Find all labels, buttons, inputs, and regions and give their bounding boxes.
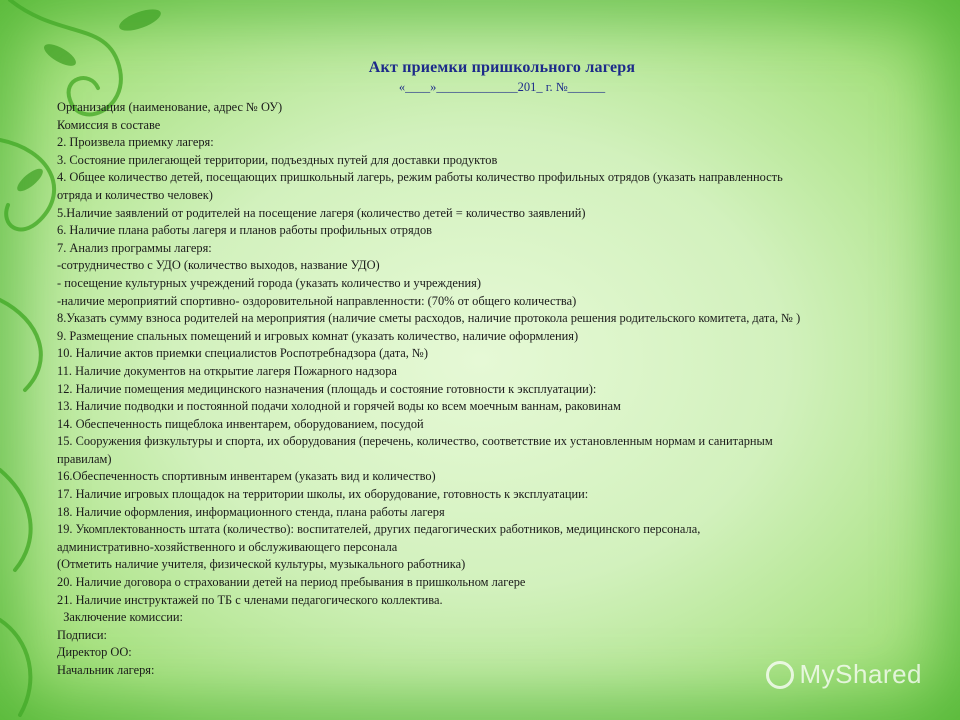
line-item-7-sport: -наличие мероприятий спортивно- оздоровительной направленности: (70% от общего количества) <box>57 293 577 308</box>
line-item-4-cont: отряда и количество человек) <box>57 187 213 202</box>
line-organization: Организация (наименование, адрес № ОУ) <box>57 100 283 114</box>
line-item-18: 18. Наличие оформления, информационного стенда, плана работы лагеря <box>57 504 445 519</box>
line-item-11: 11. Наличие документов на открытие лагеря Пожарного надзора <box>57 363 397 378</box>
date-number-line: «____»_____________201_ г. №______ <box>398 80 606 94</box>
line-item-4: 4. Общее количество детей, посещающих пришкольный лагерь, режим работы количество профильных отрядов (указать направленность <box>57 170 783 185</box>
line-item-5: 5.Наличие заявлений от родителей на посещение лагеря (количество детей = количество заявлений) <box>57 205 586 220</box>
line-item-7-culture: - посещение культурных учреждений города (указать количество и учреждения) <box>57 275 481 290</box>
line-item-19-note: (Отметить наличие учителя, физической культуры, музыкального работника) <box>57 557 466 572</box>
line-director: Директор ОО: <box>57 645 132 660</box>
line-item-10: 10. Наличие актов приемки специалистов Роспотребнадзора (дата, №) <box>57 346 428 361</box>
line-item-20: 20. Наличие договора о страховании детей на период пребывания в пришкольном лагере <box>57 575 526 590</box>
line-conclusion: Заключение комиссии: <box>57 610 184 625</box>
line-item-19: 19. Укомплектованность штата (количество): воспитателей, других педагогических работников, медицинского персонала, <box>57 522 701 537</box>
line-item-9: 9. Размещение спальных помещений и игровых комнат (указать количество, наличие оформления) <box>57 328 579 343</box>
line-item-21: 21. Наличие инструктажей по ТБ с членами педагогического коллектива. <box>57 592 443 607</box>
document-title: Акт приемки пришкольного лагеря <box>368 59 636 76</box>
line-item-8: 8.Указать сумму взноса родителей на мероприятия (наличие сметы расходов, наличие протокола решения родительского комитета, дата, № ) <box>57 311 801 326</box>
line-item-2: 2. Произвела приемку лагеря: <box>57 135 214 150</box>
line-item-3: 3. Состояние прилегающей территории, подъездных путей для доставки продуктов <box>57 152 498 167</box>
line-item-15-cont: правилам) <box>57 451 112 466</box>
line-item-13: 13. Наличие подводки и постоянной подачи холодной и горячей воды ко всем моечным ваннам, раковинам <box>57 399 621 414</box>
line-item-14: 14. Обеспеченность пищеблока инвентарем, оборудованием, посудой <box>57 416 424 431</box>
document-body <box>57 48 947 680</box>
line-item-12: 12. Наличие помещения медицинского назначения (площадь и состояние готовности к эксплуатации): <box>57 381 597 396</box>
myshared-logo-icon <box>766 661 794 689</box>
line-commission: Комиссия в составе <box>57 117 161 132</box>
line-item-7: 7. Анализ программы лагеря: <box>57 240 212 255</box>
myshared-watermark <box>766 659 923 690</box>
watermark-text: MyShared <box>799 659 922 689</box>
line-item-7-udo: -сотрудничество с УДО (количество выходов, название УДО) <box>57 258 380 273</box>
line-item-6: 6. Наличие плана работы лагеря и планов работы профильных отрядов <box>57 223 433 238</box>
line-item-19-cont: административно-хозяйственного и обслуживающего персонала <box>57 539 398 554</box>
line-item-17: 17. Наличие игровых площадок на территории школы, их оборудование, готовность к эксплуатации: <box>57 487 589 502</box>
line-item-15: 15. Сооружения физкультуры и спорта, их оборудования (перечень, количество, соответствие их установленным нормам и санитарным <box>57 434 773 449</box>
line-camp-head: Начальник лагеря: <box>57 663 155 677</box>
line-item-16: 16.Обеспеченность спортивным инвентарем (указать вид и количество) <box>57 469 436 484</box>
line-signatures: Подписи: <box>57 627 107 642</box>
